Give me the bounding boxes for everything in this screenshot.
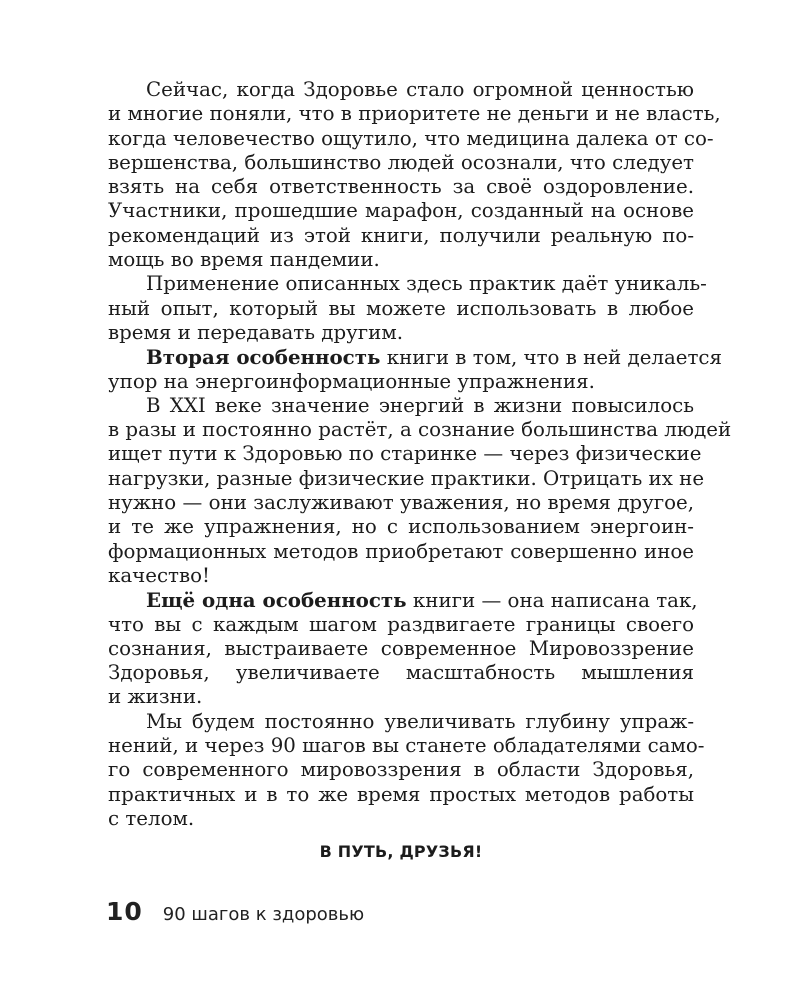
text-line: практичных и в то же время простых методов работы <box>108 782 694 806</box>
text-line: В XXI веке значение энергий в жизни повысилось <box>146 393 694 417</box>
text-line: и многие поняли, что в приоритете не деньги и не власть, <box>108 102 721 126</box>
text-line: Участники, прошедшие марафон, созданный на основе <box>108 199 694 223</box>
text-line: взять на себя ответственность за своё оздоровление. <box>108 175 694 199</box>
text-line: нагрузки, разные физические практики. Отрицать их не <box>108 466 705 490</box>
text-line: вершенства, большинство людей осознали, что следует <box>108 150 694 174</box>
text-line: Применение описанных здесь практик даёт уникаль- <box>146 272 707 296</box>
text-line: время и передавать другим. <box>108 320 403 344</box>
text-line: и жизни. <box>108 685 203 709</box>
text-line: что вы с каждым шагом раздвигаете границы своего <box>108 612 694 636</box>
text-line <box>108 588 698 613</box>
text-line: мощь во время пандемии. <box>108 248 380 272</box>
text-line: ищет пути к Здоровью по старинке — через физические <box>108 442 702 466</box>
text-line-rest: книги в том, что в ней делается <box>386 346 722 370</box>
bold-phrase-second-feature: Вторая особенность <box>146 345 381 370</box>
text-line: Сейчас, когда Здоровье стало огромной ценностью <box>146 78 694 101</box>
text-line: в разы и постоянно растёт, а сознание большинства людей <box>108 418 732 442</box>
page-footer <box>106 897 364 926</box>
text-line: качество! <box>108 563 210 587</box>
text-line: Мы будем постоянно увеличивать глубину упраж- <box>146 709 694 733</box>
text-line: сознания, выстраиваете современное Мировоззрение <box>108 636 694 660</box>
page-body-text <box>108 78 732 831</box>
text-line: нений, и через 90 шагов вы станете обладателями само- <box>108 734 705 758</box>
text-line: формационных методов приобретают совершенно иное <box>108 539 694 563</box>
text-line: когда человечество ощутило, что медицина далека от со- <box>108 126 714 150</box>
text-line: нужно — они заслуживают уважения, но время другое, <box>108 491 694 515</box>
running-title: 90 шагов к здоровью <box>162 904 365 925</box>
text-line-rest: книги — она написана так, <box>412 589 698 613</box>
text-line: Здоровья, увеличиваете масштабность мышления <box>108 661 694 685</box>
text-line: ный опыт, который вы можете использовать в любое <box>108 296 694 320</box>
closing-heading: В ПУТЬ, ДРУЗЬЯ! <box>319 842 483 861</box>
text-line: упор на энергоинформационные упражнения. <box>108 369 595 393</box>
text-line: с телом. <box>108 806 195 830</box>
text-line <box>108 345 722 370</box>
text-line: и те же упражнения, но с использованием энергоин- <box>108 515 694 539</box>
bold-phrase-another-feature: Ещё одна особенность <box>146 588 407 613</box>
page-number: 10 <box>106 897 143 926</box>
text-line: го современного мировоззрения в области Здоровья, <box>108 758 694 782</box>
text-line: рекомендаций из этой книги, получили реальную по- <box>108 223 694 247</box>
